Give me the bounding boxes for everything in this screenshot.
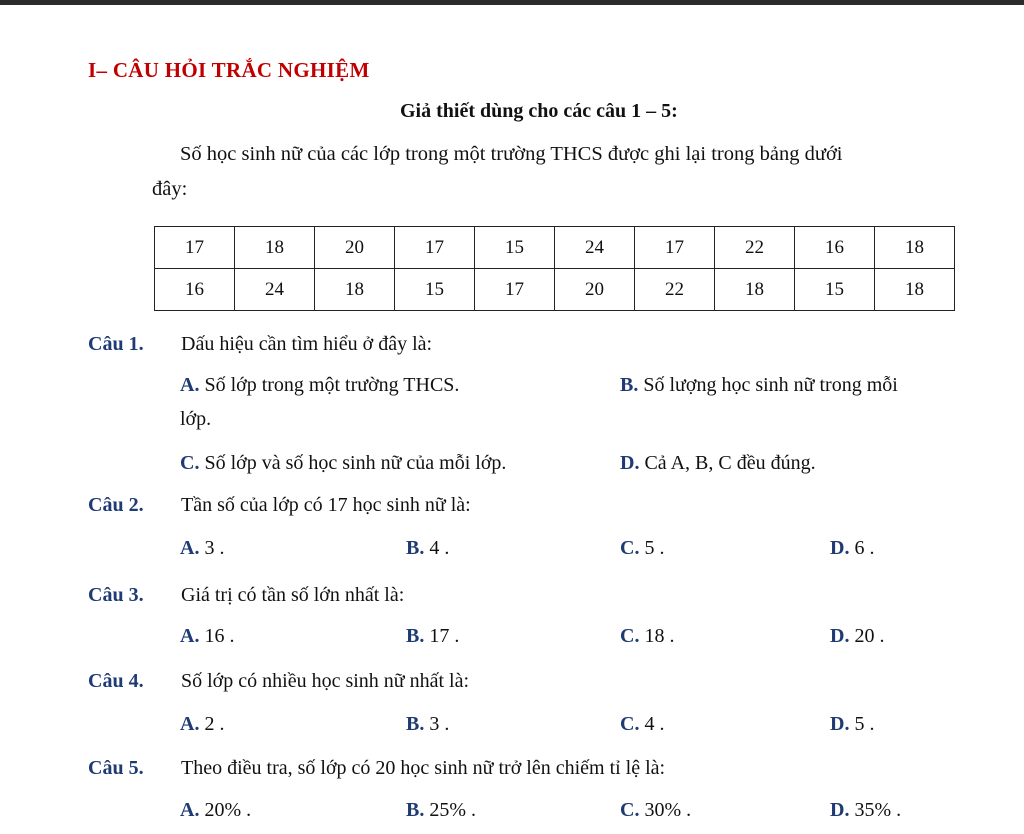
option-text: 18 . bbox=[644, 625, 675, 647]
option-text: 30% . bbox=[644, 799, 692, 821]
option-text: lớp. bbox=[180, 408, 212, 430]
option-label: D. bbox=[830, 799, 850, 821]
option-a bbox=[180, 537, 224, 560]
option-text: Số lớp và số học sinh nữ của mỗi lớp. bbox=[204, 452, 507, 474]
top-border bbox=[0, 0, 1024, 5]
option-label: A. bbox=[180, 537, 200, 559]
table-cell: 24 bbox=[235, 269, 315, 311]
option-label: A. bbox=[180, 625, 200, 647]
table-cell: 20 bbox=[315, 227, 395, 269]
question-number: Câu 1. bbox=[88, 333, 144, 355]
option-a bbox=[180, 625, 234, 648]
table-cell: 20 bbox=[555, 269, 635, 311]
option-text: Số lớp trong một trường THCS. bbox=[204, 374, 460, 396]
data-table bbox=[154, 226, 955, 311]
option-text: 3 . bbox=[204, 537, 225, 559]
option-text: Số lượng học sinh nữ trong mỗi bbox=[643, 374, 898, 396]
option-c bbox=[620, 537, 664, 560]
option-text: 3 . bbox=[429, 713, 450, 735]
question-text: Số lớp có nhiều học sinh nữ nhất là: bbox=[181, 670, 470, 692]
option-d bbox=[830, 537, 874, 560]
option-label: A. bbox=[180, 799, 200, 821]
option-c bbox=[180, 452, 506, 475]
option-b bbox=[406, 799, 476, 822]
question-2 bbox=[88, 494, 471, 517]
option-d bbox=[830, 713, 874, 736]
option-b bbox=[406, 537, 449, 560]
option-label: C. bbox=[620, 799, 640, 821]
table-cell: 18 bbox=[235, 227, 315, 269]
table-cell: 22 bbox=[715, 227, 795, 269]
question-1 bbox=[88, 333, 432, 356]
intro-text-line-1: Số học sinh nữ của các lớp trong một trường THCS được ghi lại trong bảng dưới bbox=[180, 143, 843, 165]
table-cell: 15 bbox=[395, 269, 475, 311]
table-cell: 16 bbox=[795, 227, 875, 269]
option-text: 17 . bbox=[429, 625, 460, 647]
option-label: B. bbox=[406, 537, 425, 559]
table-cell: 18 bbox=[715, 269, 795, 311]
option-label: D. bbox=[830, 625, 850, 647]
section-heading: I– CÂU HỎI TRẮC NGHIỆM bbox=[88, 58, 370, 82]
option-label: D. bbox=[830, 537, 850, 559]
option-c bbox=[620, 713, 664, 736]
option-b bbox=[406, 713, 449, 736]
option-a bbox=[180, 713, 224, 736]
question-number: Câu 3. bbox=[88, 584, 144, 606]
question-text: Tần số của lớp có 17 học sinh nữ là: bbox=[181, 494, 471, 516]
option-label: D. bbox=[830, 713, 850, 735]
question-text: Giá trị có tần số lớn nhất là: bbox=[181, 584, 405, 606]
option-text: 5 . bbox=[854, 713, 875, 735]
option-text: 4 . bbox=[644, 713, 665, 735]
option-b-continued bbox=[180, 408, 211, 431]
table-cell: 17 bbox=[475, 269, 555, 311]
question-number: Câu 2. bbox=[88, 494, 144, 516]
option-text: Cả A, B, C đều đúng. bbox=[644, 452, 816, 474]
option-d bbox=[830, 799, 901, 822]
option-d bbox=[620, 452, 816, 475]
table-cell: 22 bbox=[635, 269, 715, 311]
table-cell: 16 bbox=[155, 269, 235, 311]
table-cell: 17 bbox=[155, 227, 235, 269]
option-label: B. bbox=[406, 799, 425, 821]
table-cell: 24 bbox=[555, 227, 635, 269]
question-text: Theo điều tra, số lớp có 20 học sinh nữ trở lên chiếm tỉ lệ là: bbox=[181, 757, 666, 779]
option-label: C. bbox=[620, 713, 640, 735]
option-label: A. bbox=[180, 713, 200, 735]
question-text: Dấu hiệu cần tìm hiểu ở đây là: bbox=[181, 333, 433, 355]
option-text: 20 . bbox=[854, 625, 885, 647]
table-cell: 17 bbox=[635, 227, 715, 269]
option-text: 35% . bbox=[854, 799, 902, 821]
option-b bbox=[406, 625, 459, 648]
option-c bbox=[620, 625, 674, 648]
intro-text-line-2: đây: bbox=[152, 178, 188, 200]
option-d bbox=[830, 625, 884, 648]
question-3 bbox=[88, 584, 404, 607]
question-number: Câu 4. bbox=[88, 670, 144, 692]
option-label: B. bbox=[406, 625, 425, 647]
question-5 bbox=[88, 757, 665, 780]
option-label: B. bbox=[620, 374, 639, 396]
option-b bbox=[620, 374, 898, 397]
option-text: 4 . bbox=[429, 537, 450, 559]
option-text: 20% . bbox=[204, 799, 252, 821]
option-c bbox=[620, 799, 691, 822]
question-4 bbox=[88, 670, 469, 693]
option-text: 25% . bbox=[429, 799, 477, 821]
option-text: 6 . bbox=[854, 537, 875, 559]
option-label: C. bbox=[620, 625, 640, 647]
table-cell: 17 bbox=[395, 227, 475, 269]
option-label: B. bbox=[406, 713, 425, 735]
option-a bbox=[180, 374, 459, 397]
table-row bbox=[155, 227, 955, 269]
premise-title: Giả thiết dùng cho các câu 1 – 5: bbox=[400, 100, 678, 122]
option-text: 5 . bbox=[644, 537, 665, 559]
table-cell: 15 bbox=[475, 227, 555, 269]
question-number: Câu 5. bbox=[88, 757, 144, 779]
option-label: C. bbox=[620, 537, 640, 559]
table-cell: 15 bbox=[795, 269, 875, 311]
option-label: C. bbox=[180, 452, 200, 474]
table-cell: 18 bbox=[315, 269, 395, 311]
option-label: D. bbox=[620, 452, 640, 474]
option-text: 2 . bbox=[204, 713, 225, 735]
table-cell: 18 bbox=[875, 269, 955, 311]
option-a bbox=[180, 799, 251, 822]
table-cell: 18 bbox=[875, 227, 955, 269]
table-row bbox=[155, 269, 955, 311]
option-label: A. bbox=[180, 374, 200, 396]
option-text: 16 . bbox=[204, 625, 235, 647]
